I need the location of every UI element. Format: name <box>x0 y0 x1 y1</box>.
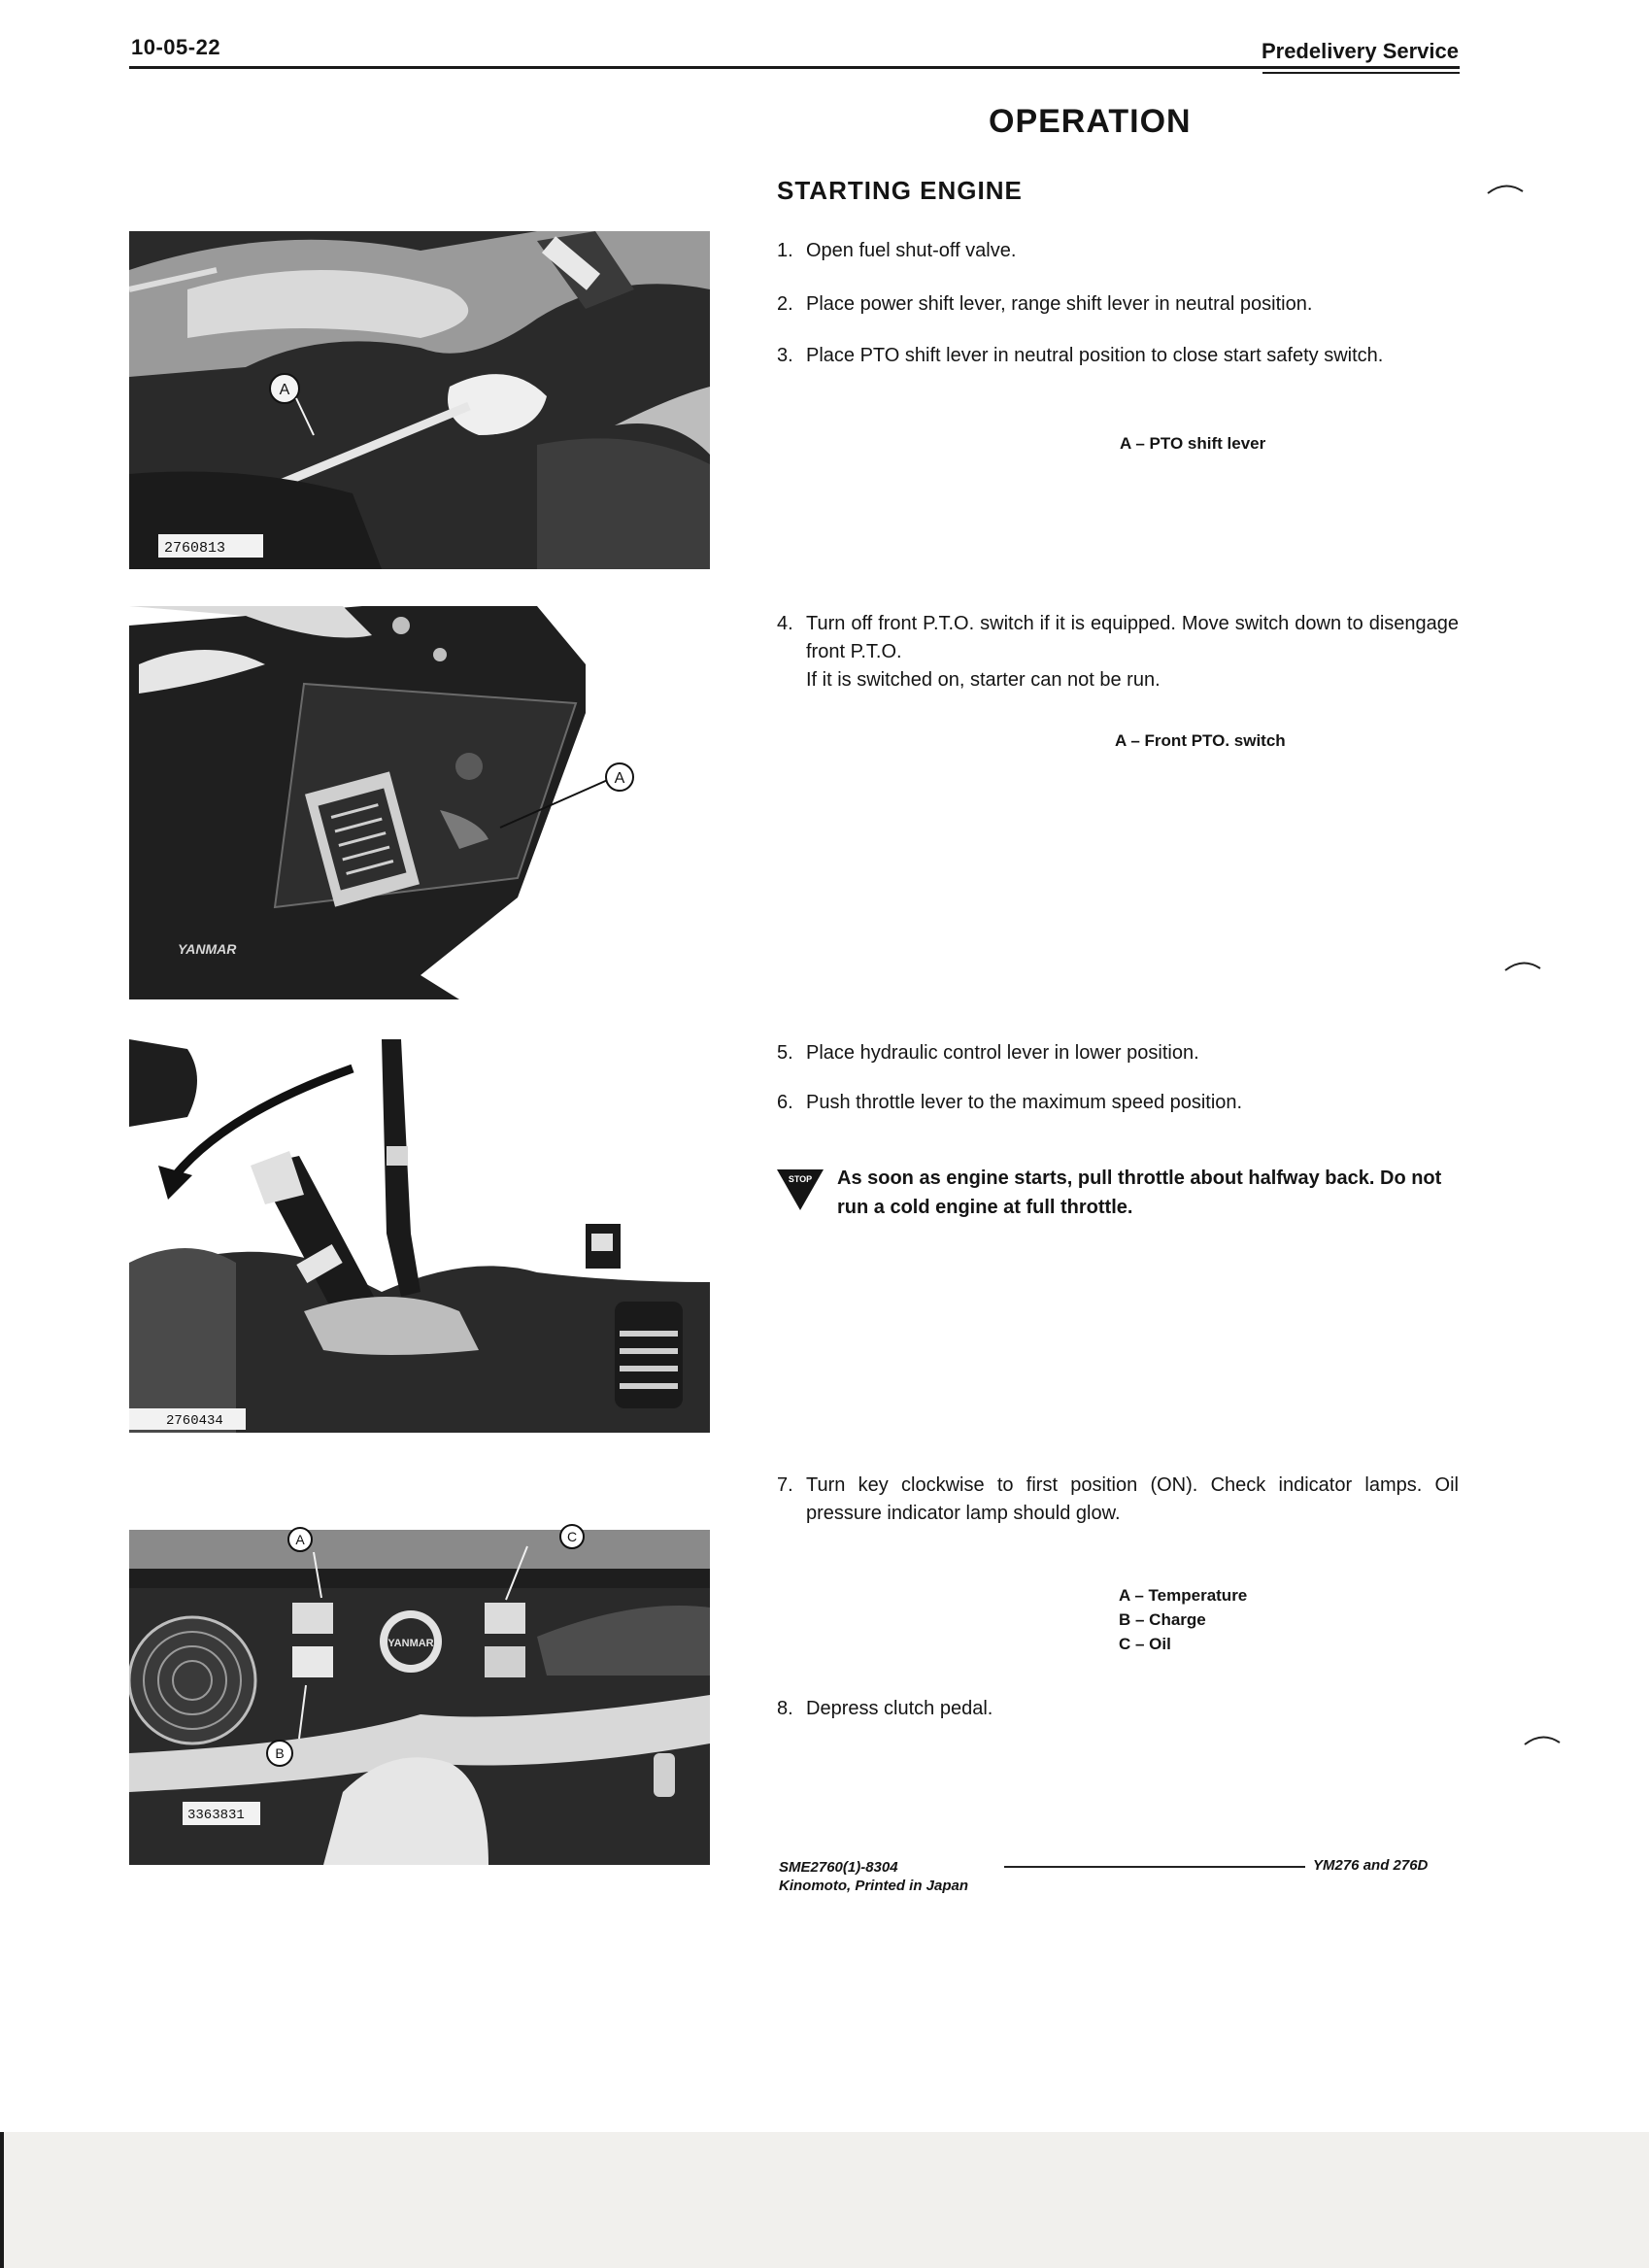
stop-warning-icon <box>777 1168 824 1210</box>
photo-pto-shift-lever <box>129 231 710 569</box>
binder-hole-mark <box>1486 180 1525 199</box>
callout-label: A <box>614 770 625 787</box>
stop-icon-label: STOP <box>788 1174 813 1184</box>
step-8 <box>777 1695 1459 1723</box>
step-1 <box>777 237 1459 265</box>
binder-hole-mark <box>1503 957 1542 976</box>
legend-front-pto-switch: A – Front PTO. switch <box>1115 731 1286 750</box>
section-subtitle: STARTING ENGINE <box>777 176 1023 205</box>
callout-label: A <box>279 382 290 398</box>
step-text: Place hydraulic control lever in lower position. <box>806 1042 1199 1064</box>
step-7 <box>777 1472 1459 1528</box>
binder-hole-mark <box>1523 1731 1562 1750</box>
photo-id: 2760813 <box>164 540 226 557</box>
step-number: 7. <box>777 1474 793 1496</box>
legend-pto-shift-lever: A – PTO shift lever <box>1120 434 1266 453</box>
legend-charge: B – Charge <box>1119 1610 1206 1629</box>
step-number: 8. <box>777 1698 793 1719</box>
footer-rule <box>1004 1866 1305 1868</box>
callout-label: A <box>295 1532 305 1547</box>
brand-label: YANMAR <box>387 1638 434 1649</box>
photo-indicator-lamps <box>129 1520 710 1865</box>
header-rule-secondary <box>1262 72 1460 74</box>
step-note: If it is switched on, starter can not be run. <box>806 669 1161 691</box>
step-text: Turn key clockwise to first position (ON). Check indicator lamps. Oil pressure indicator lamp should glow. <box>806 1474 1459 1524</box>
step-number: 5. <box>777 1042 793 1064</box>
footer-printer: Kinomoto, Printed in Japan <box>779 1878 969 1894</box>
legend-oil: C – Oil <box>1119 1635 1171 1653</box>
footer-models: YM276 and 276D <box>1313 1857 1429 1874</box>
footer-doc-info <box>779 1858 968 1895</box>
footer-doc-code: SME2760(1)-8304 <box>779 1859 898 1876</box>
step-text: Open fuel shut-off valve. <box>806 240 1017 261</box>
step-text: Place power shift lever, range shift lever in neutral position. <box>806 293 1313 315</box>
step-6 <box>777 1089 1459 1117</box>
section-title: Predelivery Service <box>1261 39 1459 63</box>
legend-temperature: A – Temperature <box>1119 1586 1248 1605</box>
warning-text: As soon as engine starts, pull throttle about halfway back. Do not run a cold engine at full throttle. <box>837 1168 1442 1218</box>
page-code: 10-05-22 <box>131 35 221 59</box>
step-5 <box>777 1039 1459 1067</box>
step-text: Place PTO shift lever in neutral position to close start safety switch. <box>806 345 1384 366</box>
photo-front-pto-switch <box>129 606 710 999</box>
page-title: OPERATION <box>989 103 1192 140</box>
photo-hydraulic-throttle-levers <box>129 1039 710 1433</box>
scanner-edge <box>0 2132 4 2268</box>
step-number: 2. <box>777 293 793 315</box>
photo-id: 3363831 <box>187 1808 245 1823</box>
step-text: Push throttle lever to the maximum speed position. <box>806 1092 1243 1113</box>
step-text: Turn off front P.T.O. switch if it is equipped. Move switch down to disengage front P.T.O. <box>806 613 1459 662</box>
scanner-bed <box>0 2132 1649 2268</box>
header-rule <box>129 66 1460 69</box>
callout-label: B <box>275 1745 285 1761</box>
callout-label: C <box>566 1529 578 1544</box>
step-text: Depress clutch pedal. <box>806 1698 993 1719</box>
step-3 <box>777 342 1459 370</box>
brand-label: YANMAR <box>178 941 237 957</box>
legend-indicator-lamps <box>1119 1583 1247 1656</box>
step-number: 3. <box>777 345 793 366</box>
step-number: 4. <box>777 613 793 634</box>
photo-id: 2760434 <box>166 1413 223 1429</box>
step-2 <box>777 290 1459 319</box>
step-number: 6. <box>777 1092 793 1113</box>
step-4 <box>777 610 1459 694</box>
step-number: 1. <box>777 240 793 261</box>
